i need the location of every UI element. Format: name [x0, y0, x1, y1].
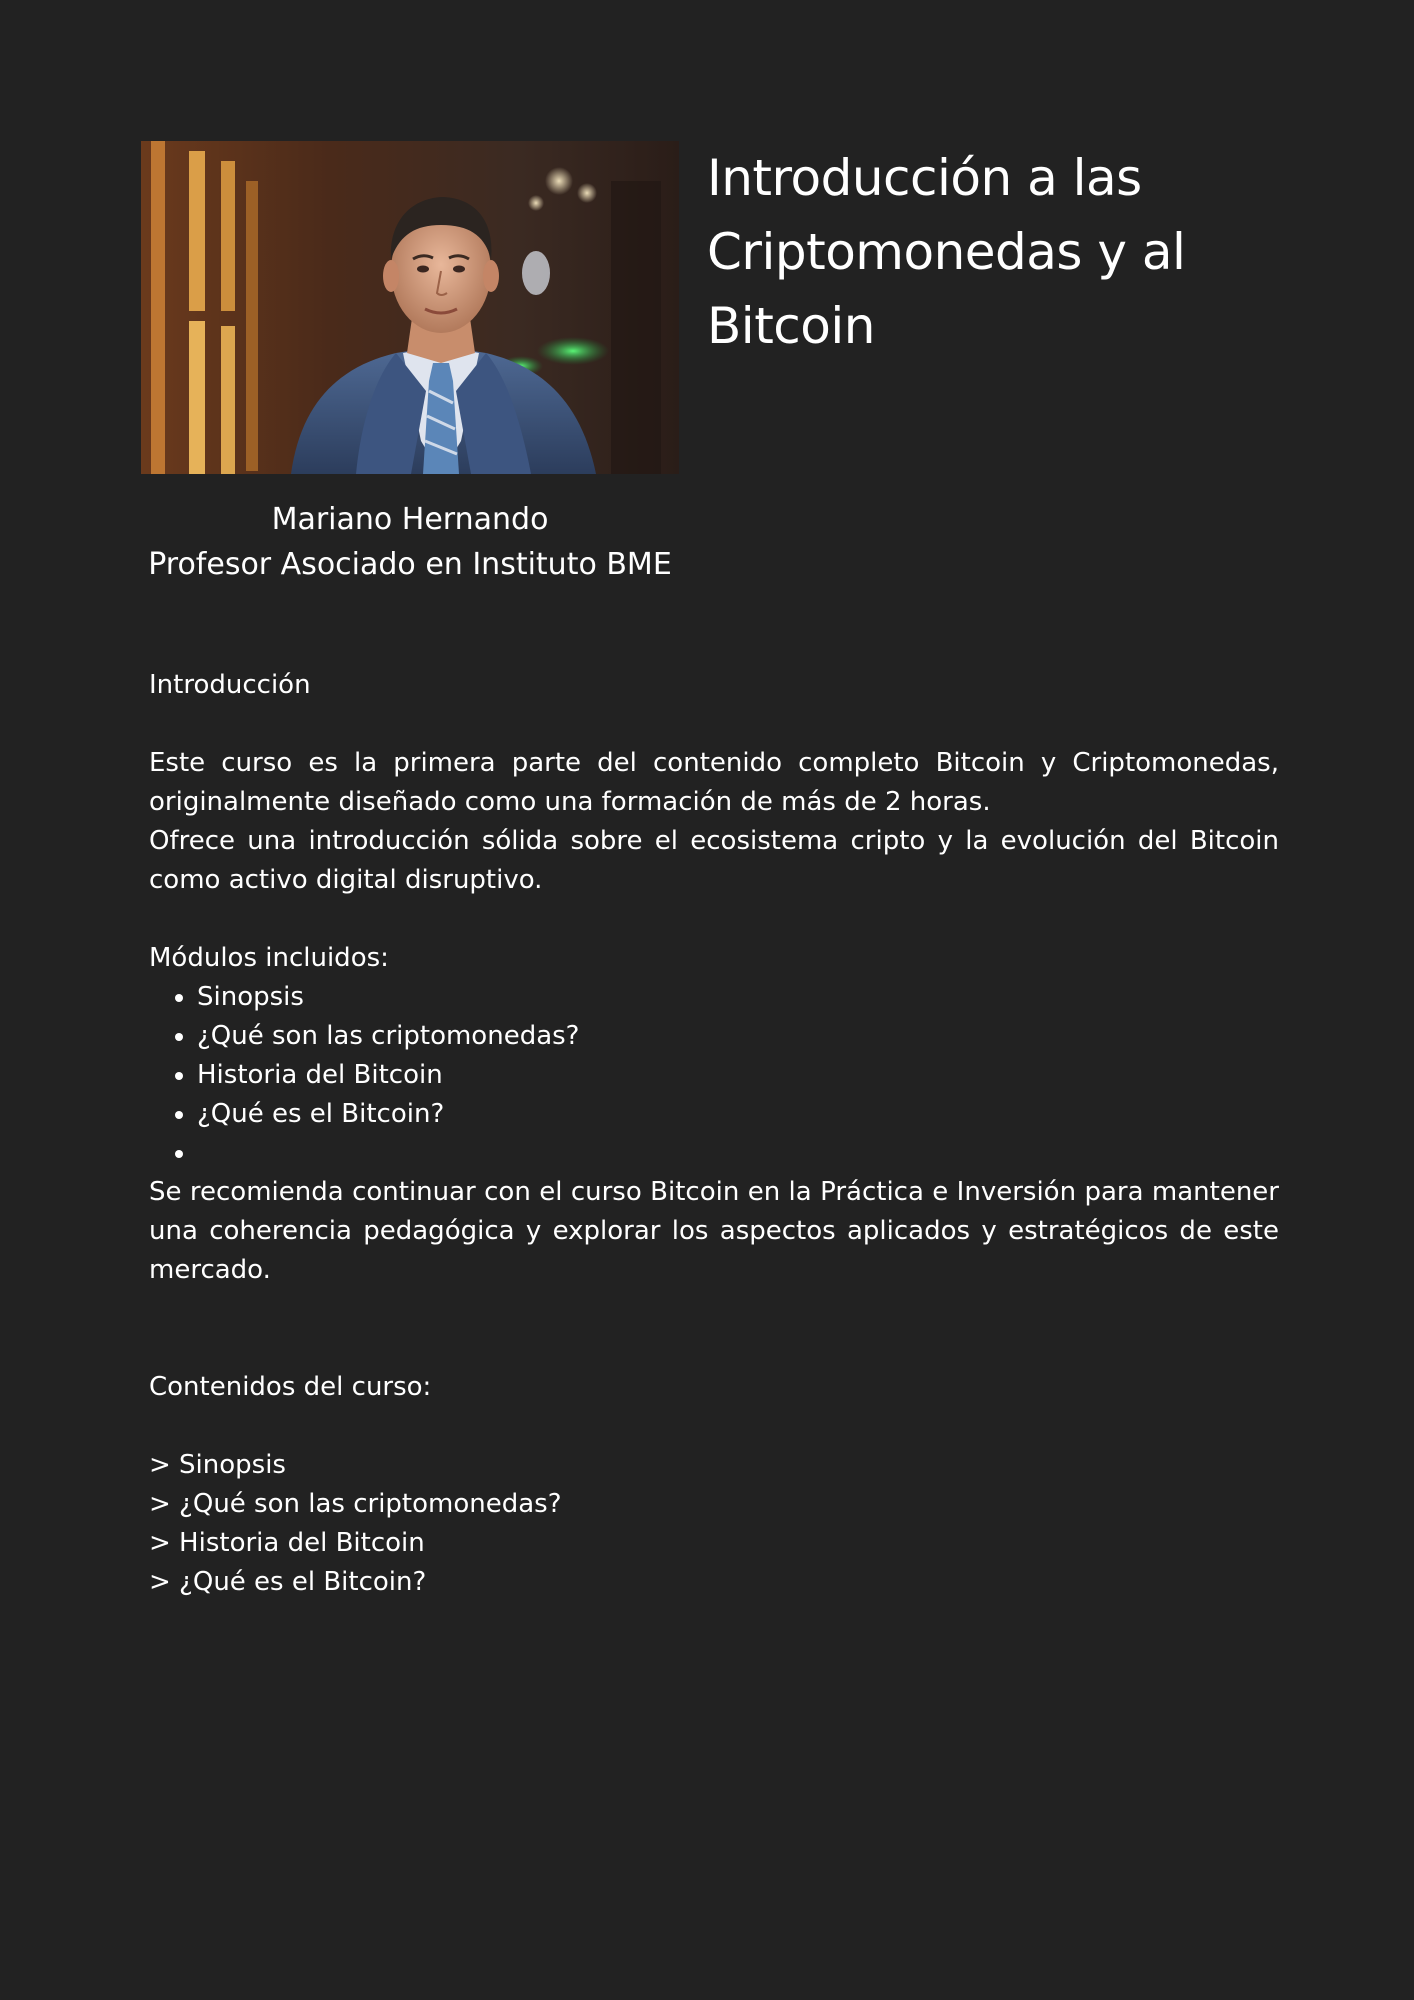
course-title-line-1: Introducción a las [707, 149, 1142, 207]
instructor-photo [141, 141, 679, 474]
description-paragraph-1: Este curso es la primera parte del contenido completo Bitcoin y Criptomonedas, originalmente diseñado como una formación de más de 2 horas. [149, 748, 1279, 817]
module-item: • Sinopsis [197, 978, 1279, 1017]
module-item: • ¿Qué es el Bitcoin? [197, 1095, 1279, 1134]
contents-heading: Contenidos del curso: [149, 1372, 432, 1402]
contents-item: > ¿Qué son las criptomonedas? [149, 1489, 562, 1519]
modules-list [149, 978, 1279, 1173]
course-title [707, 141, 1367, 363]
description-paragraph-2: Ofrece una introducción sólida sobre el ecosistema cripto y la evolución del Bitcoin como activo digital disruptivo. [149, 826, 1279, 895]
contents-item: > Sinopsis [149, 1450, 286, 1480]
spacer [149, 1290, 1279, 1368]
modules-heading: Módulos incluidos: [149, 943, 389, 973]
spacer [149, 900, 1279, 939]
contents-item: > ¿Qué es el Bitcoin? [149, 1567, 427, 1597]
course-description [149, 666, 1279, 1602]
instructor-info [141, 497, 679, 587]
module-item-empty [197, 1134, 1279, 1173]
instructor-name: Mariano Hernando [271, 502, 549, 537]
spacer [149, 705, 1279, 744]
contents-list [149, 1446, 1279, 1602]
instructor-role: Profesor Asociado en Instituto BME [148, 547, 672, 582]
module-item: • ¿Qué son las criptomonedas? [197, 1017, 1279, 1056]
spacer [149, 1407, 1279, 1446]
recommendation-text: Se recomienda continuar con el curso Bitcoin en la Práctica e Inversión para mantener una coherencia pedagógica y explorar los aspectos aplicados y estratégicos de este mercado. [149, 1177, 1279, 1285]
description-heading: Introducción [149, 670, 311, 700]
module-item: • Historia del Bitcoin [197, 1056, 1279, 1095]
course-header [141, 141, 1361, 601]
course-title-line-2: Criptomonedas y al Bitcoin [707, 223, 1186, 355]
contents-item: > Historia del Bitcoin [149, 1528, 425, 1558]
